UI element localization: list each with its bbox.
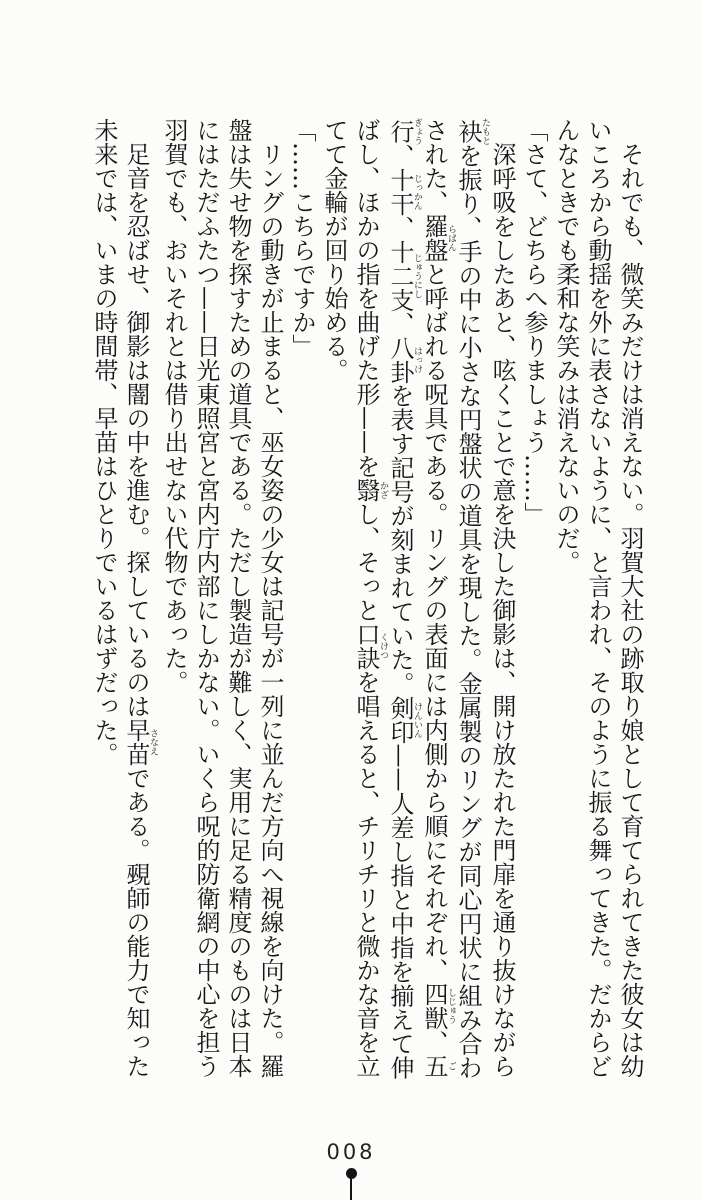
- ruby-annotated-word: 早苗さなえ: [122, 718, 158, 766]
- paragraph: それでも、微笑みだけは消えない。羽賀大社の跡取り娘として育てられてきた彼女は幼いころから動揺を外に表さないように、と言われ、そのように振る舞ってきた。だからどんなときでも柔和な笑みは消えないのだ。: [552, 118, 644, 1078]
- paragraph: リングの動きが止まると、巫女姿の少女は記号が一列に並んだ方向へ視線を向けた。羅盤は失せ物を探すための道具である。ただし製造が難しく、実用に足る精度のものは日本にはただふたつ——日光東照宮と宮内庁内部にしかない。いくら呪的防衛網の中心を担う羽賀でも、おいそれとは借り出せない代物であった。: [160, 118, 284, 1078]
- ruby-annotated-word: 八卦はっけ: [386, 335, 422, 384]
- ruby-annotated-word: 十干じっかん: [386, 167, 422, 216]
- paragraph: 足音を忍ばせ、御影は闇の中を進む。探しているのは早苗さなえである。覡師の能力で知った未来では、いまの時間帯、早苗はひとりでいるはずだった。: [90, 118, 158, 1078]
- ruby-annotated-word: 剣印けんいん: [386, 695, 422, 744]
- ornament-stem-icon: [350, 1177, 352, 1200]
- paragraph: 深呼吸をしたあと、呟くことで意を決した御影は、開け放たれた門扉を通り抜けながら袂たもとを振り、手の中に小さな円盤状の道具を現した。金属製のリングが同心円状に組み合わされた、羅盤らばんと呼ばれる呪具である。リングの表面には内側から順にそれぞれ、四獣しじゅう、五ご行ぎょう、十干じっかん、十二支じゅうにし、八卦はっけを表す記号が刻まれていた。剣印けんいん——人差し指と中指を揃えて伸ばし、ほかの指を曲げた形——を翳かざし、そっと口訣くけつを唱えると、チリチリと微かな音を立てて金輪が回り始める。: [320, 118, 516, 1080]
- ruby-annotated-word: 四獣しじゅう: [420, 982, 456, 1030]
- page-footer: [0, 1140, 702, 1200]
- ruby-annotated-word: 口訣くけつ: [352, 622, 388, 670]
- page-number-ornament-icon: [0, 1168, 702, 1200]
- ruby-annotated-word: 羅盤らばん: [420, 214, 456, 262]
- page-number: 008: [326, 1140, 376, 1164]
- ruby-annotated-word: 十二支じゅうにし: [386, 239, 422, 312]
- text-block: [88, 118, 646, 1080]
- ruby-annotated-word: 翳かざ: [352, 478, 388, 502]
- ruby-annotated-word: 袂たもと: [454, 118, 490, 145]
- paragraph-dialogue: 「さて、どちらへ参りましょう……」: [520, 118, 548, 526]
- ruby-annotated-word: 五ご: [420, 1054, 456, 1078]
- paragraph-dialogue: 「……こちらですか」: [288, 118, 316, 358]
- ruby-annotated-word: 行ぎょう: [386, 118, 422, 145]
